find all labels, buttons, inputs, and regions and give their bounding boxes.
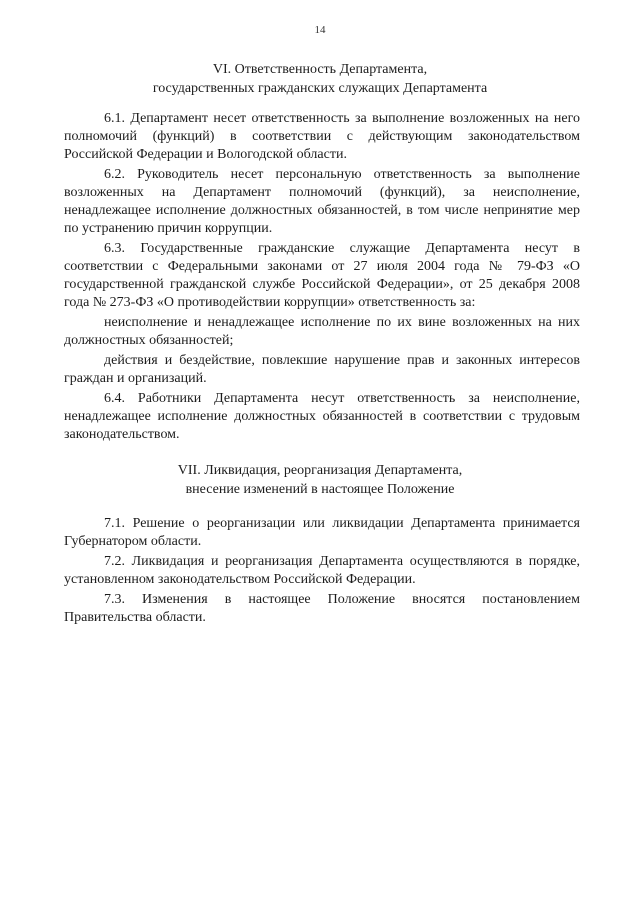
paragraph-7-2: 7.2. Ликвидация и реорганизация Департамента осуществляются в порядке, установленном законодательством Российской Федерации.	[64, 554, 580, 587]
section-7-title-line-1: VII. Ликвидация, реорганизация Департамента,	[177, 463, 463, 478]
paragraph-7-1: 7.1. Решение о реорганизации или ликвидации Департамента принимается Губернатором области.	[64, 516, 580, 549]
section-7-body	[64, 515, 580, 629]
paragraph-6-1: 6.1. Департамент несет ответственность за выполнение возложенных на него полномочий (функций) в соответствии с действующим законодательством Российской Федерации и Вологодской области.	[64, 111, 580, 162]
section-6-heading	[0, 60, 640, 98]
paragraph-6-3-item-1: неисполнение и ненадлежащее исполнение по их вине возложенных на них должностных обязанностей;	[64, 315, 580, 348]
section-6-title-line-1: VI. Ответственность Департамента,	[212, 62, 428, 77]
paragraph-7-3: 7.3. Изменения в настоящее Положение вносятся постановлением Правительства области.	[64, 592, 580, 625]
paragraph-6-3-item-2: действия и бездействие, повлекшие нарушение прав и законных интересов граждан и организаций.	[64, 353, 580, 386]
paragraph-6-2: 6.2. Руководитель несет персональную ответственность за выполнение возложенных на Департамент полномочий (функций), за неисполнение, ненадлежащее исполнение должностных обязанностей, в том числе непринятие мер по устранению причин коррупции.	[64, 167, 580, 236]
section-7-title-line-2: внесение изменений в настоящее Положение	[185, 482, 455, 497]
section-7-heading	[0, 461, 640, 499]
paragraph-6-3: 6.3. Государственные гражданские служащие Департамента несут в соответствии с Федеральными законами от 27 июля 2004 года № 79-ФЗ «О государственной гражданской службе Российской Федерации», от 25 декабря 2008 года № 273-ФЗ «О противодействии коррупции» ответственность за:	[64, 241, 580, 310]
section-6-body	[64, 110, 580, 446]
paragraph-6-4: 6.4. Работники Департамента несут ответственность за неисполнение, ненадлежащее исполнение должностных обязанностей в соответствии с трудовым законодательством.	[64, 391, 580, 442]
section-6-title-line-2: государственных гражданских служащих Департамента	[152, 81, 488, 96]
page-number: 14	[314, 24, 326, 36]
